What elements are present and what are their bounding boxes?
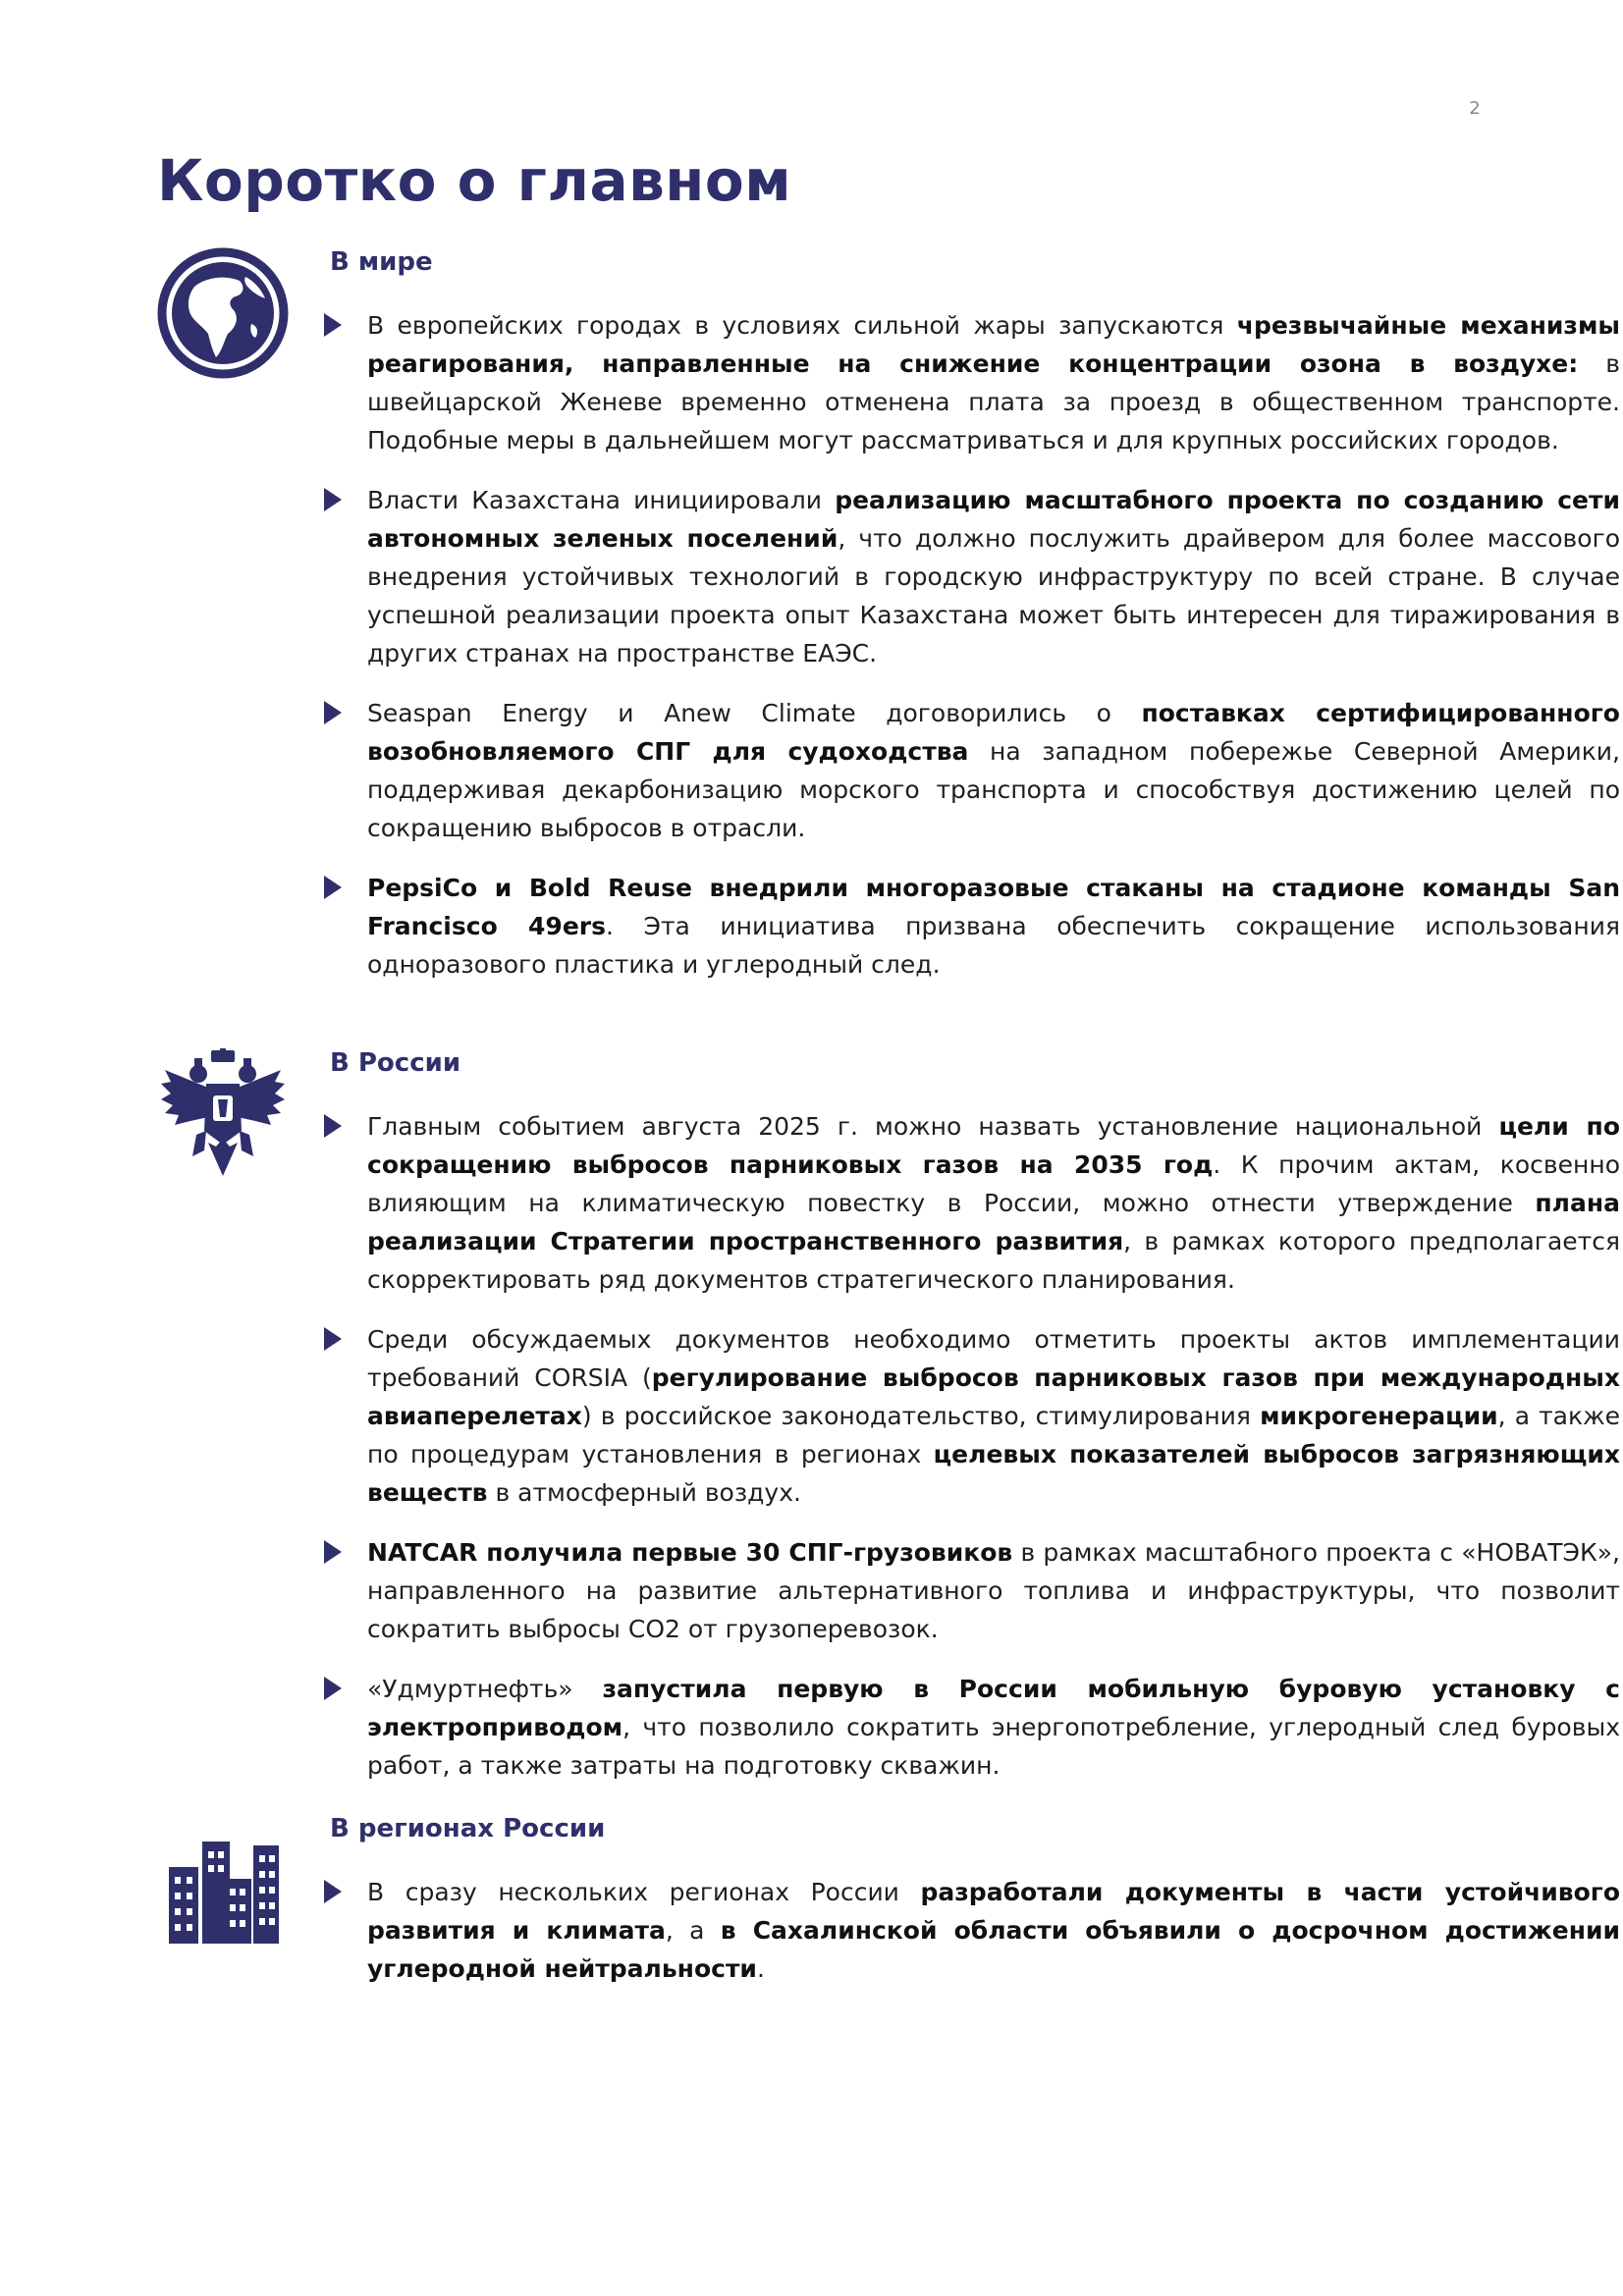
bullet-item bbox=[324, 1533, 1620, 1648]
triangle-bullet-icon bbox=[324, 1114, 342, 1138]
text-segment: . К прочим актам, косвенно влияющим на климатическую повестку в России, можно отнести утверждение bbox=[367, 1150, 1620, 1217]
city-buildings-icon bbox=[157, 1836, 285, 1948]
triangle-bullet-icon bbox=[324, 313, 342, 337]
text-segment: , а также по процедурам установления в регионах bbox=[367, 1402, 1621, 1468]
double-headed-eagle-icon bbox=[157, 1048, 289, 1184]
bullet-text bbox=[367, 1873, 1620, 1988]
bullet-list-world bbox=[324, 306, 1620, 1005]
text-segment: . bbox=[756, 1954, 765, 1983]
bullet-text bbox=[367, 1533, 1620, 1648]
triangle-bullet-icon bbox=[324, 1677, 342, 1700]
bold-text-segment: целевых показателей выбросов загрязняющих веществ bbox=[367, 1440, 1620, 1507]
triangle-bullet-icon bbox=[324, 488, 342, 511]
bullet-item bbox=[324, 1320, 1620, 1512]
triangle-bullet-icon bbox=[324, 1880, 342, 1903]
text-segment: В сразу нескольких регионах России bbox=[367, 1878, 921, 1906]
text-segment: в рамках масштабного проекта с «НОВАТЭК», направленного на развитие альтернативного топлива и инфраструктуры, что позволит сократить выбросы CO2 от грузоперевозок. bbox=[367, 1538, 1620, 1643]
text-segment: , что позволило сократить энергопотребление, углеродный след буровых работ, а также затраты на подготовку скважин. bbox=[367, 1713, 1620, 1780]
bullet-text bbox=[367, 1320, 1620, 1512]
text-segment: , а bbox=[665, 1916, 721, 1945]
bullet-item bbox=[324, 869, 1620, 984]
bullet-text bbox=[367, 1670, 1620, 1785]
text-segment: ) в российское законодательство, стимулирования bbox=[581, 1402, 1261, 1430]
bold-text-segment: микрогенерации bbox=[1260, 1402, 1498, 1430]
text-segment: в атмосферный воздух. bbox=[487, 1478, 801, 1507]
bold-text-segment: поставках сертифицированного возобновляемого СПГ для судоходства bbox=[367, 699, 1620, 766]
text-segment: Среди обсуждаемых документов необходимо отметить проекты актов имплементации требований CORSIA ( bbox=[367, 1325, 1620, 1392]
text-segment: Seaspan Energy и Anew Climate договорились о bbox=[367, 699, 1142, 727]
globe-icon bbox=[157, 247, 289, 383]
bold-text-segment: реализацию масштабного проекта по созданию сети автономных зеленых поселений bbox=[367, 486, 1620, 553]
bullet-item bbox=[324, 481, 1620, 672]
bold-text-segment: чрезвычайные механизмы реагирования, направленные на снижение концентрации озона в воздухе: bbox=[367, 311, 1621, 378]
page-number: 2 bbox=[1469, 98, 1481, 119]
bold-text-segment: плана реализации Стратегии пространственного развития bbox=[367, 1189, 1620, 1255]
text-segment: В европейских городах в условиях сильной жары запускаются bbox=[367, 311, 1237, 340]
text-segment: , в рамках которого предполагается скорректировать ряд документов стратегического планирования. bbox=[367, 1227, 1620, 1294]
bullet-item bbox=[324, 1670, 1620, 1785]
bold-text-segment: PepsiCo и Bold Reuse внедрили многоразовые стаканы на стадионе команды San Francisco 49ers bbox=[367, 874, 1620, 940]
bullet-text bbox=[367, 481, 1620, 672]
bullet-list-regions bbox=[324, 1873, 1620, 2009]
bold-text-segment: цели по сокращению выбросов парниковых газов на 2035 год bbox=[367, 1112, 1620, 1179]
triangle-bullet-icon bbox=[324, 1540, 342, 1564]
text-segment: . Эта инициатива призвана обеспечить сокращение использования одноразового пластика и углеродный след. bbox=[367, 912, 1620, 979]
bullet-item bbox=[324, 694, 1620, 847]
triangle-bullet-icon bbox=[324, 876, 342, 899]
bold-text-segment: запустила первую в России мобильную буровую установку с электроприводом bbox=[367, 1675, 1620, 1741]
text-segment: Власти Казахстана инициировали bbox=[367, 486, 836, 514]
text-segment: «Удмуртнефть» bbox=[367, 1675, 603, 1703]
bullet-text bbox=[367, 306, 1620, 459]
bullet-list-russia bbox=[324, 1107, 1620, 1806]
bold-text-segment: регулирование выбросов парниковых газов при международных авиаперелетах bbox=[367, 1363, 1620, 1430]
text-segment: на западном побережье Северной Америки, поддерживая декарбонизацию морского транспорта и способствуя достижению целей по сокращению выбросов в отрасли. bbox=[367, 737, 1620, 842]
section-title-world: В мире bbox=[330, 247, 433, 277]
page-title: Коротко о главном bbox=[157, 147, 792, 214]
bullet-item bbox=[324, 306, 1620, 459]
bullet-item bbox=[324, 1873, 1620, 1988]
bullet-text bbox=[367, 694, 1620, 847]
text-segment: Главным событием августа 2025 г. можно назвать установление национальной bbox=[367, 1112, 1499, 1141]
bullet-item bbox=[324, 1107, 1620, 1299]
triangle-bullet-icon bbox=[324, 1327, 342, 1351]
bold-text-segment: в Сахалинской области объявили о досрочном достижении углеродной нейтральности bbox=[367, 1916, 1620, 1983]
bold-text-segment: разработали документы в части устойчивого развития и климата bbox=[367, 1878, 1620, 1945]
triangle-bullet-icon bbox=[324, 701, 342, 724]
section-title-regions: В регионах России bbox=[330, 1814, 606, 1843]
bullet-text bbox=[367, 869, 1620, 984]
text-segment: , что должно послужить драйвером для более массового внедрения устойчивых технологий в городскую инфраструктуру по всей стране. В случае успешной реализации проекта опыт Казахстана может быть интересен для тиражирования в других странах на пространстве ЕАЭС. bbox=[367, 524, 1620, 667]
text-segment: в швейцарской Женеве временно отменена плата за проезд в общественном транспорте. Подобные меры в дальнейшем могут рассматриваться и для крупных российских городов. bbox=[367, 349, 1620, 454]
bold-text-segment: NATCAR получила первые 30 СПГ-грузовиков bbox=[367, 1538, 1013, 1567]
section-title-russia: В России bbox=[330, 1048, 461, 1078]
bullet-text bbox=[367, 1107, 1620, 1299]
